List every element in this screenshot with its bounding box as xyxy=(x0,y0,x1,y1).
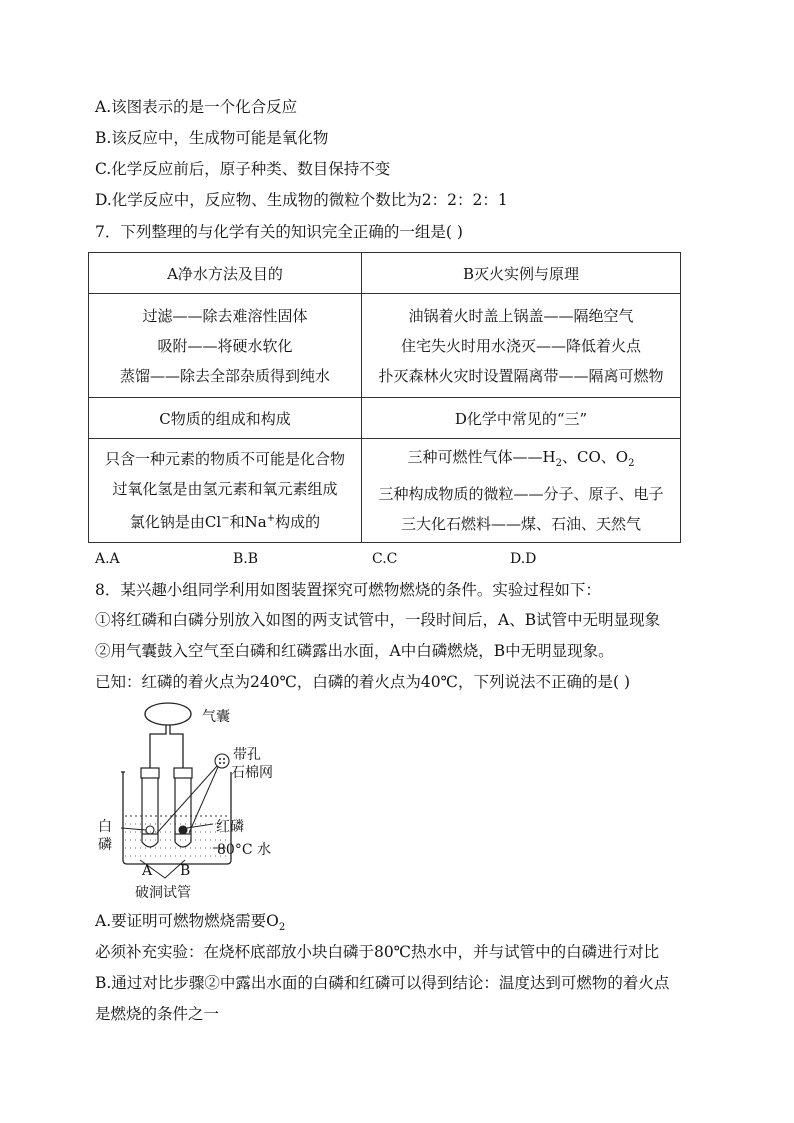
table-cell-b-head: B灭火实例与原理 xyxy=(362,253,681,294)
mesh-icon xyxy=(215,754,229,768)
q7-option-c: C.C xyxy=(372,551,398,567)
table-cell-c-body xyxy=(89,439,362,543)
table-line: 三种构成物质的微粒——分子、原子、电子 xyxy=(378,485,664,503)
table-line: 住宅失火时用水浇灭——降低着火点 xyxy=(400,336,641,355)
q7-option-b: B.B xyxy=(233,551,259,567)
q6-option-b: B.该反应中，生成物可能是氧化物 xyxy=(95,129,329,147)
label-red-phosphorus: 红磷 xyxy=(216,819,244,835)
table-line: 三种可燃性气体$——H_2$、CO、$O_2$ xyxy=(407,448,635,469)
label-mesh-2: 石棉网 xyxy=(231,765,273,781)
q6-option-a: A.该图表示的是一个化合反应 xyxy=(95,98,298,116)
stopper-b xyxy=(174,768,192,778)
table-line: 扑灭森林火灾时设置隔离带——隔离可燃物 xyxy=(378,366,664,385)
q8-stem: 8．某兴趣小组同学利用如图装置探究可燃物燃烧的条件。实验过程如下： xyxy=(95,581,601,599)
test-tube-a xyxy=(142,778,158,847)
beaker xyxy=(123,772,231,864)
table-cell-d-body xyxy=(362,439,681,543)
table-line: 三大化石燃料——煤、石油、天然气 xyxy=(400,515,641,533)
label-white-1: 白 xyxy=(98,819,112,835)
label-b: B xyxy=(180,863,191,879)
apparatus-diagram xyxy=(95,700,285,905)
table-line: 过滤——除去难溶性固体 xyxy=(142,306,308,325)
white-phosphorus xyxy=(146,826,154,834)
air-pipe xyxy=(150,725,183,768)
label-white-2: 磷 xyxy=(98,837,112,853)
q6-option-d: D.化学反应中，反应物、生成物的微粒个数比为2：2：2：1 xyxy=(95,191,508,209)
table-line: 油锅着火时盖上锅盖——隔绝空气 xyxy=(408,306,634,325)
table-line: 只含一种元素的物质不可能是化合物 xyxy=(104,450,345,468)
table-cell-c-head: C物质的组成和构成 xyxy=(89,398,362,439)
q7-option-d: D.D xyxy=(510,551,537,567)
q8-option-b-line2: 是燃烧的条件之一 xyxy=(95,1005,220,1023)
table-line: 过氧化氢是由氢元素和氧元素组成 xyxy=(112,480,338,498)
table-cell-a-head: A净水方法及目的 xyxy=(89,253,362,294)
q7-option-a: A.A xyxy=(95,551,120,567)
test-tube-b xyxy=(175,778,191,847)
label-mesh-1: 带孔 xyxy=(233,747,261,763)
stopper-a xyxy=(141,768,159,778)
table-line: 氯化钠是由Cl−和Na+构成的 xyxy=(129,513,321,531)
water-dots xyxy=(125,824,229,856)
label-a: A xyxy=(142,863,153,879)
table-line: 吸附——将硬水软化 xyxy=(157,336,293,355)
red-phosphorus xyxy=(179,826,187,834)
table-cell-b-body xyxy=(362,294,681,398)
label-water: 80°C 水 xyxy=(217,842,271,858)
q8-option-a-line1: A.要证明可燃物燃烧需要$O_2$ xyxy=(95,912,286,934)
q7-table xyxy=(88,252,681,543)
table-cell-d-head: D化学中常见的“三” xyxy=(362,398,681,439)
label-balloon: 气囊 xyxy=(202,709,230,725)
q6-option-c: C.化学反应前后，原子种类、数目保持不变 xyxy=(95,160,391,178)
q8-known: 已知：红磷的着火点为240℃，白磷的着火点为40℃，下列说法不正确的是( ) xyxy=(95,673,631,691)
table-cell-a-body xyxy=(89,294,362,398)
q8-option-a-line2: 必须补充实验：在烧杯底部放小块白磷于80℃热水中，并与试管中的白磷进行对比 xyxy=(95,943,660,961)
table-line: 蒸馏——除去全部杂质得到纯水 xyxy=(119,366,330,385)
q8-step-1: ①将红磷和白磷分别放入如图的两支试管中，一段时间后，A、B试管中无明显现象 xyxy=(95,611,661,629)
q7-stem: 7．下列整理的与化学有关的知识完全正确的一组是( ) xyxy=(95,223,463,241)
q8-step-2: ②用气囊鼓入空气至白磷和红磷露出水面，A中白磷燃烧，B中无明显现象。 xyxy=(95,642,614,660)
balloon-shape xyxy=(145,703,191,725)
q8-option-b-line1: B.通过对比步骤②中露出水面的白磷和红磷可以得到结论：温度达到可燃物的着火点 xyxy=(95,974,670,992)
label-tubes: 破洞试管 xyxy=(135,885,191,901)
